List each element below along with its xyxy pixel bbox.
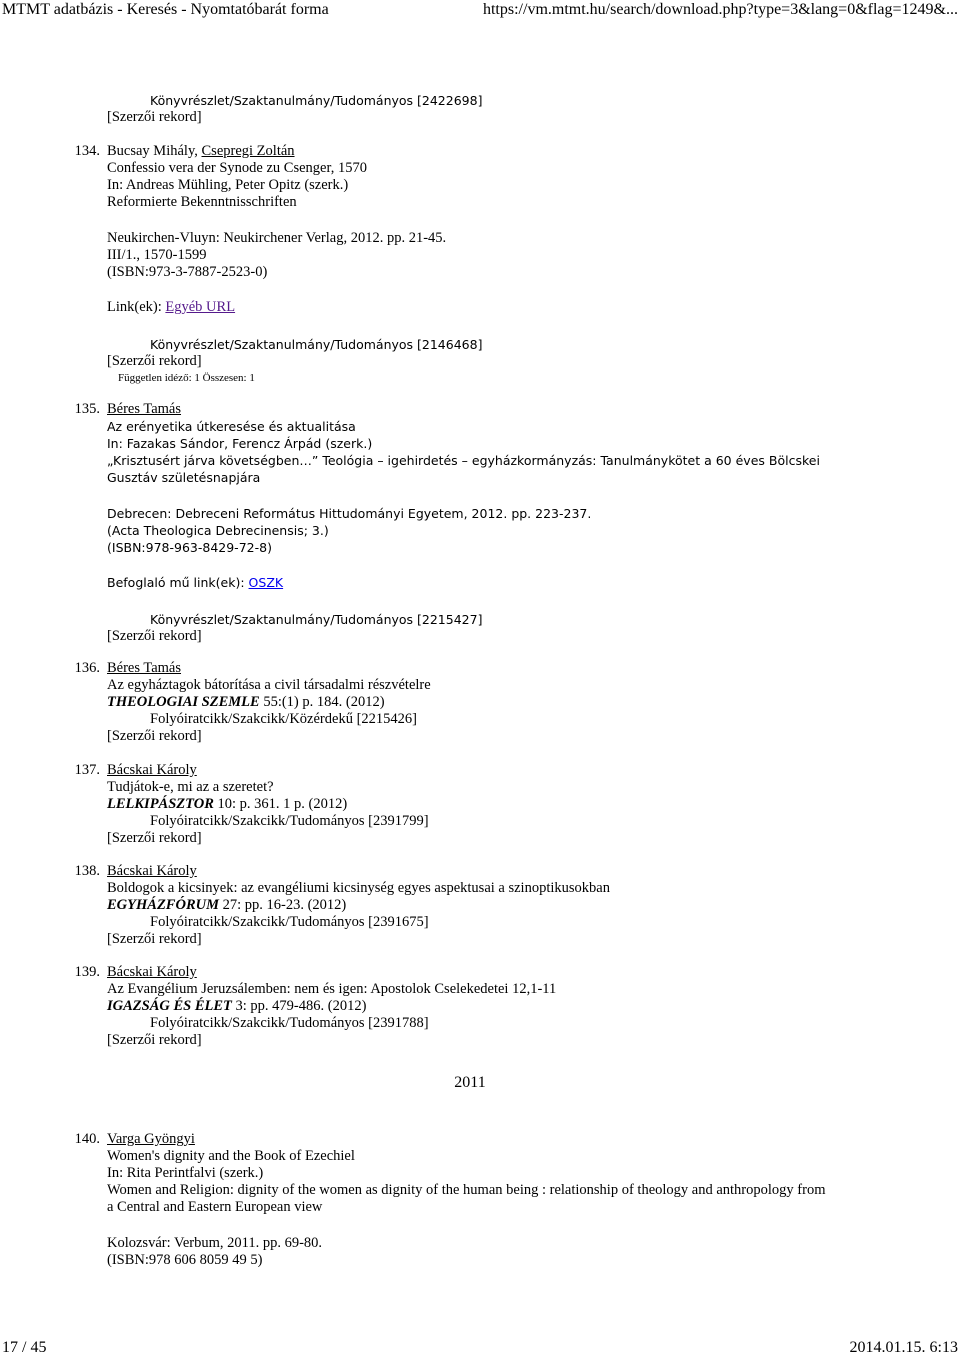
publication-type: Könyvrészlet/Szaktanulmány/Tudományos [2422698]: [150, 93, 483, 108]
publisher-info: Debrecen: Debreceni Református Hittudományi Egyetem, 2012. pp. 223-237.: [107, 506, 592, 521]
author-record-link[interactable]: [Szerzői rekord]: [107, 1032, 202, 1048]
journal-line: [107, 796, 347, 813]
journal-line: [107, 694, 385, 711]
entry-title: Women's dignity and the Book of Ezechiel: [107, 1148, 355, 1164]
author-record-link[interactable]: [Szerzői rekord]: [107, 830, 202, 846]
entry-number: 140.: [74, 1131, 100, 1147]
entry-number: 135.: [74, 401, 100, 417]
publisher-info: Kolozsvár: Verbum, 2011. pp. 69-80.: [107, 1235, 323, 1251]
publication-type: Folyóiratcikk/Szakcikk/Tudományos [2391799]: [150, 813, 429, 829]
year-heading: 2011: [454, 1074, 486, 1091]
other-url-link[interactable]: Egyéb URL: [165, 299, 236, 315]
entry-title: Tudjátok-e, mi az a szeretet?: [107, 779, 274, 795]
book-title: „Krisztusért járva követségben…” Teológia – igehirdetés – egyházkormányzás: Tanulmánykötet a 60 éves Bölcskei: [107, 453, 820, 468]
book-title: Reformierte Bekenntnisschriften: [107, 194, 297, 210]
author-record-link[interactable]: [Szerzői rekord]: [107, 109, 202, 125]
links-row: [107, 299, 235, 316]
links-row: [107, 574, 283, 591]
entry-title: Az erényetika útkeresése és aktualitása: [107, 419, 356, 434]
author-link[interactable]: Csepregi Zoltán: [201, 143, 295, 159]
journal-name: LELKIPÁSZTOR: [107, 796, 214, 812]
print-header-url: https://vm.mtmt.hu/search/download.php?type=3&lang=0&flag=1249&...: [482, 1, 958, 18]
entry-title: Boldogok a kicsinyek: az evangéliumi kicsinység egyes aspektusai a szinoptikusokban: [107, 880, 610, 896]
entry-number: 137.: [74, 762, 100, 778]
isbn: (ISBN:978 606 8059 49 5): [107, 1252, 263, 1268]
journal-details: 3: pp. 479-486. (2012): [231, 998, 367, 1014]
journal-line: [107, 998, 366, 1015]
entry-editors: In: Andreas Mühling, Peter Opitz (szerk.): [107, 177, 349, 193]
series-info: (Acta Theologica Debrecinensis; 3.): [107, 523, 329, 538]
publication-type: Könyvrészlet/Szaktanulmány/Tudományos [2215427]: [150, 612, 483, 627]
entry-authors: [107, 143, 295, 160]
print-header-title: MTMT adatbázis - Keresés - Nyomtatóbarát forma: [2, 1, 329, 18]
author-link[interactable]: Bácskai Károly: [107, 863, 197, 879]
author-record-link[interactable]: [Szerzői rekord]: [107, 628, 202, 644]
author-link[interactable]: Bácskai Károly: [107, 762, 197, 778]
book-title-cont: a Central and Eastern European view: [107, 1199, 323, 1215]
entry-number: 139.: [74, 964, 100, 980]
author-link[interactable]: Varga Gyöngyi: [107, 1131, 195, 1147]
journal-name: IGAZSÁG ÉS ÉLET: [107, 998, 232, 1014]
publication-type: Folyóiratcikk/Szakcikk/Tudományos [2391788]: [150, 1015, 429, 1031]
isbn: (ISBN:973-3-7887-2523-0): [107, 264, 268, 280]
entry-number: 134.: [74, 143, 100, 159]
journal-details: 10: p. 361. 1 p. (2012): [213, 796, 348, 812]
publisher-info: Neukirchen-Vluyn: Neukirchener Verlag, 2012. pp. 21-45.: [107, 230, 447, 246]
author-name: Bucsay Mihály,: [107, 143, 198, 159]
author-record-link[interactable]: [Szerzői rekord]: [107, 353, 202, 369]
publication-type: Könyvrészlet/Szaktanulmány/Tudományos [2146468]: [150, 337, 483, 352]
entry-editors: In: Rita Perintfalvi (szerk.): [107, 1165, 264, 1181]
journal-details: 27: pp. 16-23. (2012): [219, 897, 347, 913]
links-label: Link(ek):: [107, 299, 162, 315]
author-record-link[interactable]: [Szerzői rekord]: [107, 931, 202, 947]
page-number: 17 / 45: [2, 1339, 47, 1356]
entry-title: Confessio vera der Synode zu Csenger, 1570: [107, 160, 367, 176]
author-link[interactable]: Bácskai Károly: [107, 964, 197, 980]
journal-line: [107, 897, 346, 914]
author-record-link[interactable]: [Szerzői rekord]: [107, 728, 202, 744]
entry-title: Az Evangélium Jeruzsálemben: nem és igen: Apostolok Cselekedetei 12,1-11: [107, 981, 557, 997]
links-label: Befoglaló mű link(ek):: [107, 575, 245, 590]
isbn: (ISBN:978-963-8429-72-8): [107, 540, 272, 555]
author-link[interactable]: Béres Tamás: [107, 401, 182, 417]
entry-editors: In: Fazakas Sándor, Ferencz Árpád (szerk.): [107, 436, 373, 451]
journal-name: THEOLOGIAI SZEMLE: [107, 694, 260, 710]
entry-number: 136.: [74, 660, 100, 676]
publication-type: Folyóiratcikk/Szakcikk/Tudományos [2391675]: [150, 914, 429, 930]
citation-counts: Független idéző: 1 Összesen: 1: [118, 372, 255, 384]
book-title-cont: Gusztáv születésnapjára: [107, 470, 261, 485]
entry-number: 138.: [74, 863, 100, 879]
print-timestamp: 2014.01.15. 6:13: [849, 1339, 958, 1356]
author-link[interactable]: Béres Tamás: [107, 660, 182, 676]
journal-details: 55:(1) p. 184. (2012): [259, 694, 385, 710]
journal-name: EGYHÁZFÓRUM: [107, 897, 219, 913]
oszk-link[interactable]: OSZK: [248, 575, 284, 590]
publication-type: Folyóiratcikk/Szakcikk/Közérdekű [2215426]: [150, 711, 417, 727]
entry-title: Az egyháztagok bátorítása a civil társadalmi részvételre: [107, 677, 431, 693]
book-title: Women and Religion: dignity of the women as dignity of the human being : relationship of theology and anthropology from: [107, 1182, 826, 1198]
volume-info: III/1., 1570-1599: [107, 247, 207, 263]
